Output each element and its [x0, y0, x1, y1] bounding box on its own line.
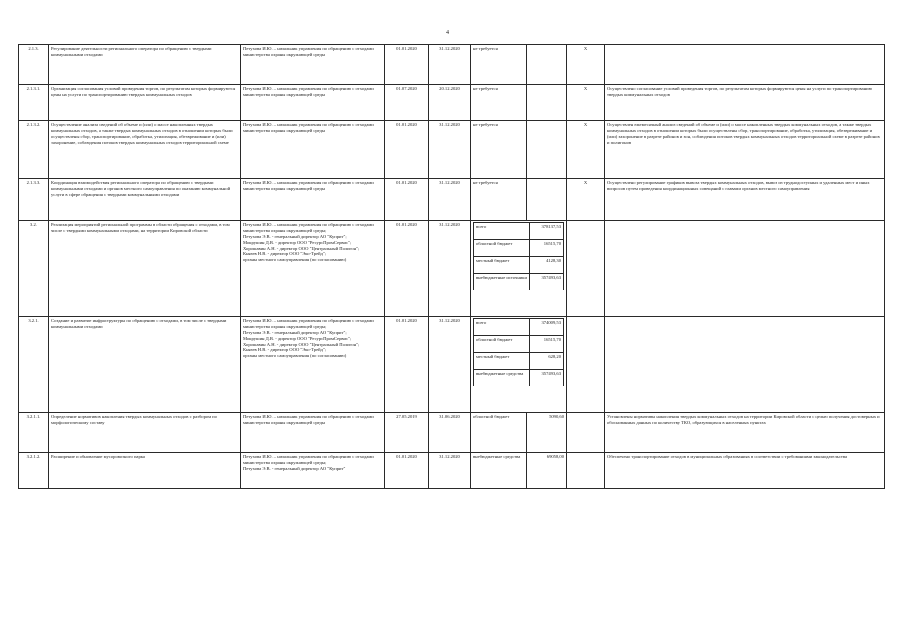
- financing-amount: [527, 45, 567, 85]
- responsible-person: Мокрушин Д.В. - директор ООО "РесурсПромСервис";: [243, 239, 352, 245]
- responsible-persons: [241, 121, 385, 179]
- start-date: 01.01.2020: [385, 121, 429, 179]
- indicator-mark: [567, 413, 605, 453]
- activity-name: Осуществление анализа сведений об объеме и (или) о массе накопленных твердых коммунальных отходов, а также твердых коммунальных отходов в отношении которых были осуществлены сбор, транспортирование, обработка, утилизация, обезвреживание и (или) захоронение, соблюдения потоков твердых коммунальных отходов территориальной схеме: [49, 121, 241, 179]
- expected-result: [605, 221, 885, 317]
- indicator-mark: X: [567, 121, 605, 179]
- table-row: [19, 45, 885, 85]
- table-row: [19, 317, 885, 413]
- row-number: 3.2.1.1.: [19, 413, 49, 453]
- responsible-person: Мокрушин Д.В. - директор ООО "РесурсПромСервис";: [243, 335, 352, 341]
- responsible-persons: [241, 453, 385, 489]
- expected-result: Осуществлено регулирование графиков вывоза твердых коммунальных отходов, вывоз из труднодоступных и удаленных мест и иных вопросов путем проведения координационных совещаний с главами органов местного самоуправления: [605, 179, 885, 221]
- end-date: 31.12.2020: [429, 453, 471, 489]
- responsible-person: Петухова И.Ю. – начальник управления по обращению с отходами министерства охраны окружающей среды;: [243, 454, 374, 465]
- responsible-person: органы местного самоуправления (по согласованию): [243, 257, 347, 263]
- responsible-persons: [241, 85, 385, 121]
- table-row: [19, 453, 885, 489]
- end-date: 20.12.2020: [429, 85, 471, 121]
- financing-amount: 357493,63: [530, 370, 564, 387]
- financing-source: не требуется: [471, 85, 527, 121]
- row-number: 2.1.3.2.: [19, 121, 49, 179]
- financing-amount: 16515,70: [530, 240, 564, 257]
- responsible-person: Петухова Э.В. - генеральный директор АО "Куприт";: [243, 233, 347, 239]
- table-row: [19, 179, 885, 221]
- responsible-person: Петухова И.Ю. – начальник управления по обращению с отходами министерства охраны окружающей среды: [243, 122, 374, 133]
- indicator-mark: X: [567, 179, 605, 221]
- financing-breakdown: [473, 318, 564, 386]
- expected-result: Установлены нормативы накопления твердых коммунальных отходов на территории Кировской области с целью получения достоверных и обоснованных данных по количеству ТКО, образующихся в населенных пунктах: [605, 413, 885, 453]
- activity-name: Определение нормативов накопления твердых коммунальных отходов с разбором по морфологическому составу: [49, 413, 241, 453]
- expected-result: [605, 45, 885, 85]
- indicator-mark: X: [567, 85, 605, 121]
- row-number: 2.1.3.: [19, 45, 49, 85]
- financing-source: областной бюджет: [474, 240, 530, 257]
- expected-result: Осуществлен ежемесячный анализ сведений об объеме и (или) о массе накопленных твердых коммунальных отходов, а также твердых коммунальных отходов в отношении которых были осуществлены сбор, транспортирование, обработка, утилизация, обезвреживание и (или) захоронение в разрезе районов и зон, соблюдения потоков твердых коммунальных отходов территориальной схеме в разрезе районов и полигонов: [605, 121, 885, 179]
- activity-name: Реализация мероприятий региональной программы в области обращения с отходами, в том числе с твердыми коммунальными отходами, на территории Кировской области: [49, 221, 241, 317]
- start-date: 01.07.2020: [385, 85, 429, 121]
- responsible-persons: [241, 221, 385, 317]
- financing-source: внебюджетные средства: [471, 453, 527, 489]
- responsible-person: Петухова И.Ю. – начальник управления по обращению с отходами министерства охраны окружающей среды;: [243, 222, 374, 233]
- financing-source: местный бюджет: [474, 353, 530, 370]
- responsible-persons: [241, 45, 385, 85]
- end-date: 31.12.2020: [429, 45, 471, 85]
- start-date: 01.01.2020: [385, 179, 429, 221]
- end-date: 31.12.2020: [429, 121, 471, 179]
- table-row: [19, 85, 885, 121]
- responsible-person: Петухова И.Ю. – начальник управления по обращению с отходами министерства охраны окружающей среды;: [243, 318, 374, 329]
- financing-source: внебюджетные источники: [474, 274, 530, 291]
- financing-source: не требуется: [471, 121, 527, 179]
- page-number: 4: [446, 30, 449, 36]
- activity-name: Регулирование деятельности регионального оператора по обращению с твердыми коммунальными отходами: [49, 45, 241, 85]
- responsible-person: органы местного самоуправления (по согласованию): [243, 353, 347, 359]
- responsible-persons: [241, 413, 385, 453]
- financing-source: местный бюджет: [474, 257, 530, 274]
- financing-cell: [471, 221, 567, 317]
- financing-source: областной бюджет: [471, 413, 527, 453]
- table-row: [19, 121, 885, 179]
- table-row: [19, 413, 885, 453]
- financing-source: внебюджетные средства: [474, 370, 530, 387]
- start-date: 01.01.2020: [385, 221, 429, 317]
- activity-plan-table: [18, 44, 885, 489]
- financing-amount: [527, 179, 567, 221]
- financing-amount: 16515,70: [530, 336, 564, 353]
- financing-amount: 357493,63: [530, 274, 564, 291]
- start-date: 01.01.2020: [385, 317, 429, 413]
- responsible-persons: [241, 179, 385, 221]
- table-row: [19, 221, 885, 317]
- responsible-person: Петухова И.Ю. – начальник управления по обращению с отходами министерства охраны окружающей среды: [243, 180, 374, 191]
- responsible-person: Петухова Э.В. - генеральный директор АО "Куприт";: [243, 329, 347, 335]
- financing-amount: 374009,53: [530, 319, 564, 336]
- financing-amount: 5090,60: [527, 413, 567, 453]
- expected-result: Осуществлено согласование условий проведения торгов, по результатам которых формируются цены на услуги по транспортированию твердых коммунальных отходов: [605, 85, 885, 121]
- financing-source: всего: [474, 223, 530, 240]
- financing-amount: [527, 121, 567, 179]
- end-date: 31.06.2020: [429, 413, 471, 453]
- financing-amount: 628,20: [530, 353, 564, 370]
- end-date: 31.12.2020: [429, 179, 471, 221]
- financing-cell: [471, 317, 567, 413]
- financing-amount: 4128,30: [530, 257, 564, 274]
- financing-amount: 378137,53: [530, 223, 564, 240]
- responsible-person: Хорошавин А.Н. - директор ООО "Центральный Полигон";: [243, 245, 360, 251]
- start-date: 27.05.2019: [385, 413, 429, 453]
- activity-name: Организация согласования условий проведения торгов, по результатам которых формируются цены на услуги по транспортированию твердых коммунальных отходов: [49, 85, 241, 121]
- end-date: 31.12.2020: [429, 317, 471, 413]
- financing-amount: 69058,00: [527, 453, 567, 489]
- indicator-mark: [567, 453, 605, 489]
- indicator-mark: [567, 317, 605, 413]
- expected-result: Обеспечено транспортирование отходов в муниципальных образованиях в соответствии с требованиями законодательства: [605, 453, 885, 489]
- responsible-person: Князев Н.В. - директор ООО "Эко-Трейд";: [243, 251, 327, 257]
- responsible-person: Петухова И.Ю. – начальник управления по обращению с отходами министерства охраны окружающей среды: [243, 46, 374, 57]
- indicator-mark: [567, 221, 605, 317]
- end-date: 31.12.2020: [429, 221, 471, 317]
- responsible-persons: [241, 317, 385, 413]
- responsible-person: Хорошавин А.Н. - директор ООО "Центральный Полигон";: [243, 341, 360, 347]
- row-number: 3.2.: [19, 221, 49, 317]
- financing-source: не требуется: [471, 45, 527, 85]
- activity-name: Создание и развитие инфраструктуры по обращению с отходами, в том числе с твердыми коммунальными отходами: [49, 317, 241, 413]
- financing-breakdown: [473, 222, 564, 290]
- start-date: 01.01.2020: [385, 45, 429, 85]
- financing-source: областной бюджет: [474, 336, 530, 353]
- responsible-person: Князев Н.В. - директор ООО "Эко-Трейд";: [243, 347, 327, 353]
- financing-source: не требуется: [471, 179, 527, 221]
- row-number: 2.1.3.3.: [19, 179, 49, 221]
- financing-amount: [527, 85, 567, 121]
- responsible-person: Петухова И.Ю. – начальник управления по обращению с отходами министерства охраны окружающей среды: [243, 414, 374, 425]
- indicator-mark: X: [567, 45, 605, 85]
- start-date: 01.01.2020: [385, 453, 429, 489]
- row-number: 2.1.3.1.: [19, 85, 49, 121]
- responsible-person: Петухова Э.В. - генеральный директор АО "Куприт": [243, 465, 346, 471]
- responsible-person: Петухова И.Ю. – начальник управления по обращению с отходами министерства охраны окружающей среды: [243, 86, 374, 97]
- row-number: 3.2.1.2.: [19, 453, 49, 489]
- row-number: 3.2.1.: [19, 317, 49, 413]
- activity-name: Расширение и обновление мусоровозного парка: [49, 453, 241, 489]
- expected-result: [605, 317, 885, 413]
- activity-name: Координация взаимодействия регионального оператора по обращению с твердыми коммунальными отходами и органов местного самоуправления по оказанию коммунальной услуги в сфере обращения с твердыми коммунальными отходами: [49, 179, 241, 221]
- financing-source: всего: [474, 319, 530, 336]
